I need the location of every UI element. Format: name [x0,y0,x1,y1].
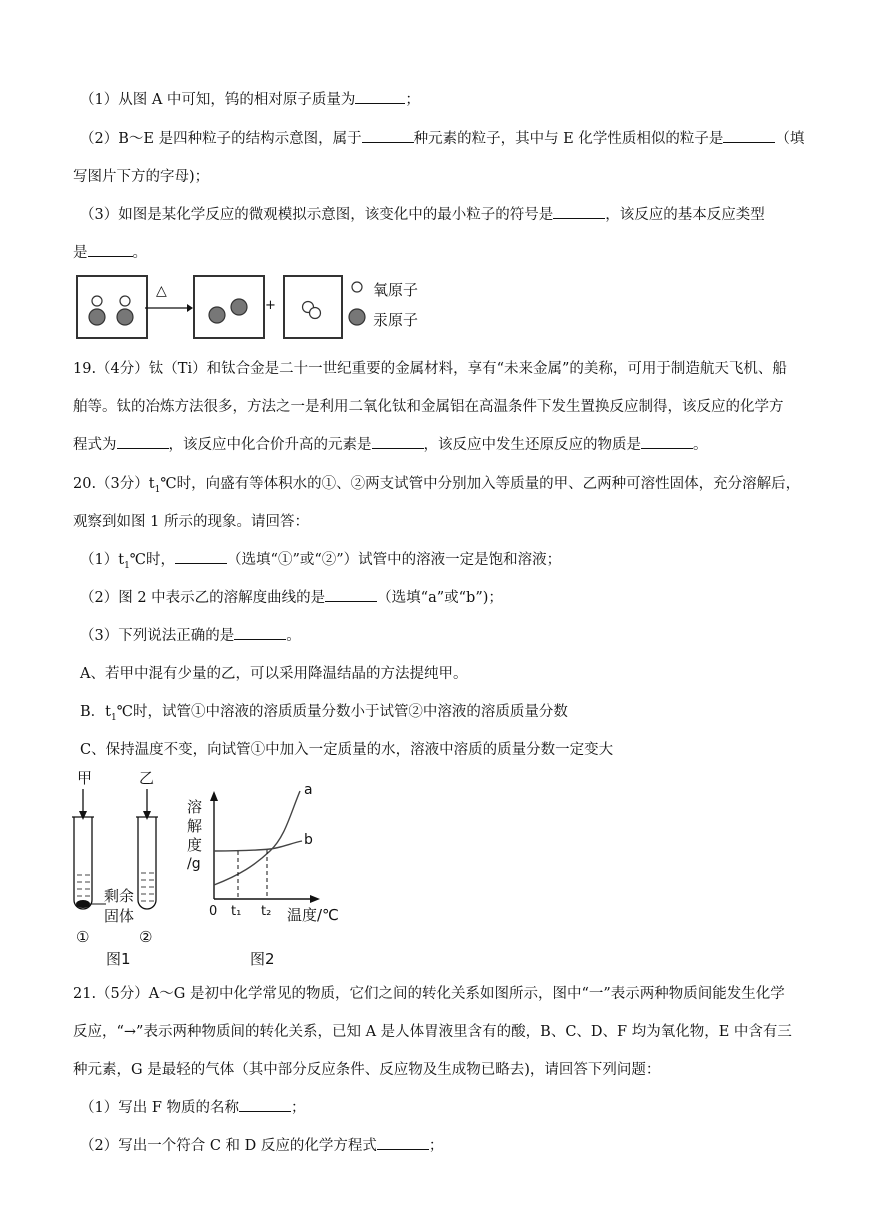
q18-part3: （3）如图是某化学反应的微观模拟示意图，该变化中的最小粒子的符号是 ，该反应的基本反应类型 [80,203,765,224]
answer-blank[interactable] [723,128,775,143]
answer-blank[interactable] [117,434,169,449]
curve-b [214,841,302,851]
label-residue-line1: 剩余 [104,887,135,905]
label-tube-2: ② [139,928,153,946]
q20-part2: （2）图 2 中表示乙的溶解度曲线的是 （选填“a”或“b”)； [80,586,503,607]
oxygen-molecule [285,277,341,337]
figure-1-caption: 图1 [106,950,131,968]
x-axis-label: 温度/℃ [287,906,339,924]
answer-blank[interactable] [175,549,227,564]
q20-option-b: B．$t_1℃$时，试管①中溶液的溶质质量分数小于试管②中溶液的溶质质量分数 [80,704,568,723]
answer-blank[interactable] [362,128,414,143]
origin-label: 0 [209,904,218,919]
q21-line2: 反应，“→”表示两种物质间的转化关系，已知 A 是人体胃液里含有的酸，B、C、D、F 均为氧化物，E 中含有三 [73,1024,792,1040]
label-yi: 乙 [139,769,155,787]
q20-line2: 观察到如图 1 所示的现象。请回答： [73,514,309,530]
q19-line2: 舶等。钛的冶炼方法很多，方法之一是利用二氧化钛和金属铝在高温条件下发生置换反应制得，该反应的化学方 [73,399,784,415]
curve-a [214,791,300,885]
t1-label: t₁ [231,904,242,919]
answer-blank[interactable] [377,1135,429,1150]
q20-option-c: C、保持温度不变，向试管①中加入一定质量的水，溶液中溶质的质量分数一定变大 [80,742,614,758]
q20-part3: （3）下列说法正确的是 。 [80,624,301,645]
curve-a-label: a [304,782,313,798]
legend-oxygen-atom: 氧原子 [373,281,419,299]
answer-blank[interactable] [88,242,133,257]
q20-line1: 20.（3分）$t_1℃$时，向盛有等体积水的①、②两支试管中分别加入等质量的甲、乙两种可溶性固体，充分溶解后， [73,476,801,495]
q21-line1: 21.（5分）A～G 是初中化学常见的物质，它们之间的转化关系如图所示，图中“一”表示两种物质间能发生化学 [73,986,785,1002]
q21-part1: （1）写出 F 物质的名称 ； [80,1096,306,1117]
q19-line3: 程式为 ，该反应中化合价升高的元素是 ，该反应中发生还原反应的物质是 。 [73,433,708,454]
answer-blank[interactable] [553,204,605,219]
answer-blank[interactable] [372,434,424,449]
reactant-molecules [78,277,146,337]
q20-option-a: A、若甲中混有少量的乙，可以采用降温结晶的方法提纯甲。 [80,666,468,682]
q19-line1: 19.（4分）钛（Ti）和钛合金是二十一世纪重要的金属材料，享有“未来金属”的美称，可用于制造航天飞机、船 [73,361,787,377]
q21-part2: （2）写出一个符合 C 和 D 反应的化学方程式 ； [80,1134,443,1155]
answer-blank[interactable] [355,89,405,104]
q18-part3-cont: 是 。 [73,241,147,262]
heat-arrow [145,282,193,322]
y-axis-label: 溶 解 度 /g [187,798,203,872]
plus-sign: + [265,298,276,313]
answer-blank[interactable] [239,1097,291,1112]
legend-mercury-atom: 汞原子 [373,311,419,329]
q21-line3: 种元素，G 是最轻的气体（其中部分反应条件、反应物及生成物已略去)，请回答下列问题： [73,1062,661,1078]
q18-part2-cont: 写图片下方的字母)； [73,169,210,185]
answer-blank[interactable] [325,587,377,602]
label-tube-1: ① [76,928,90,946]
reactant-box [76,275,148,339]
product-box-oxygen [283,275,343,339]
heat-symbol: △ [156,283,167,299]
label-residue-line2: 固体 [104,907,135,925]
answer-blank[interactable] [641,434,693,449]
q18-part1: （1）从图 A 中可知，钨的相对原子质量为 ； [80,88,420,109]
product-box-mercury [193,275,265,339]
answer-blank[interactable] [234,625,286,640]
mercury-atoms [195,277,263,337]
label-jia: 甲 [77,769,93,787]
legend-icons [347,280,367,330]
curve-b-label: b [304,832,313,848]
figure-2-caption: 图2 [250,950,275,968]
q18-part2: （2）B～E 是四种粒子的结构示意图，属于 种元素的粒子，其中与 E 化学性质相似的粒子是 （填 [80,127,804,148]
q20-part1: $(1)t_1℃$时， （选填“①”或“②”）试管中的溶液一定是饱和溶液； [80,548,561,571]
t2-label: t₂ [261,904,272,919]
